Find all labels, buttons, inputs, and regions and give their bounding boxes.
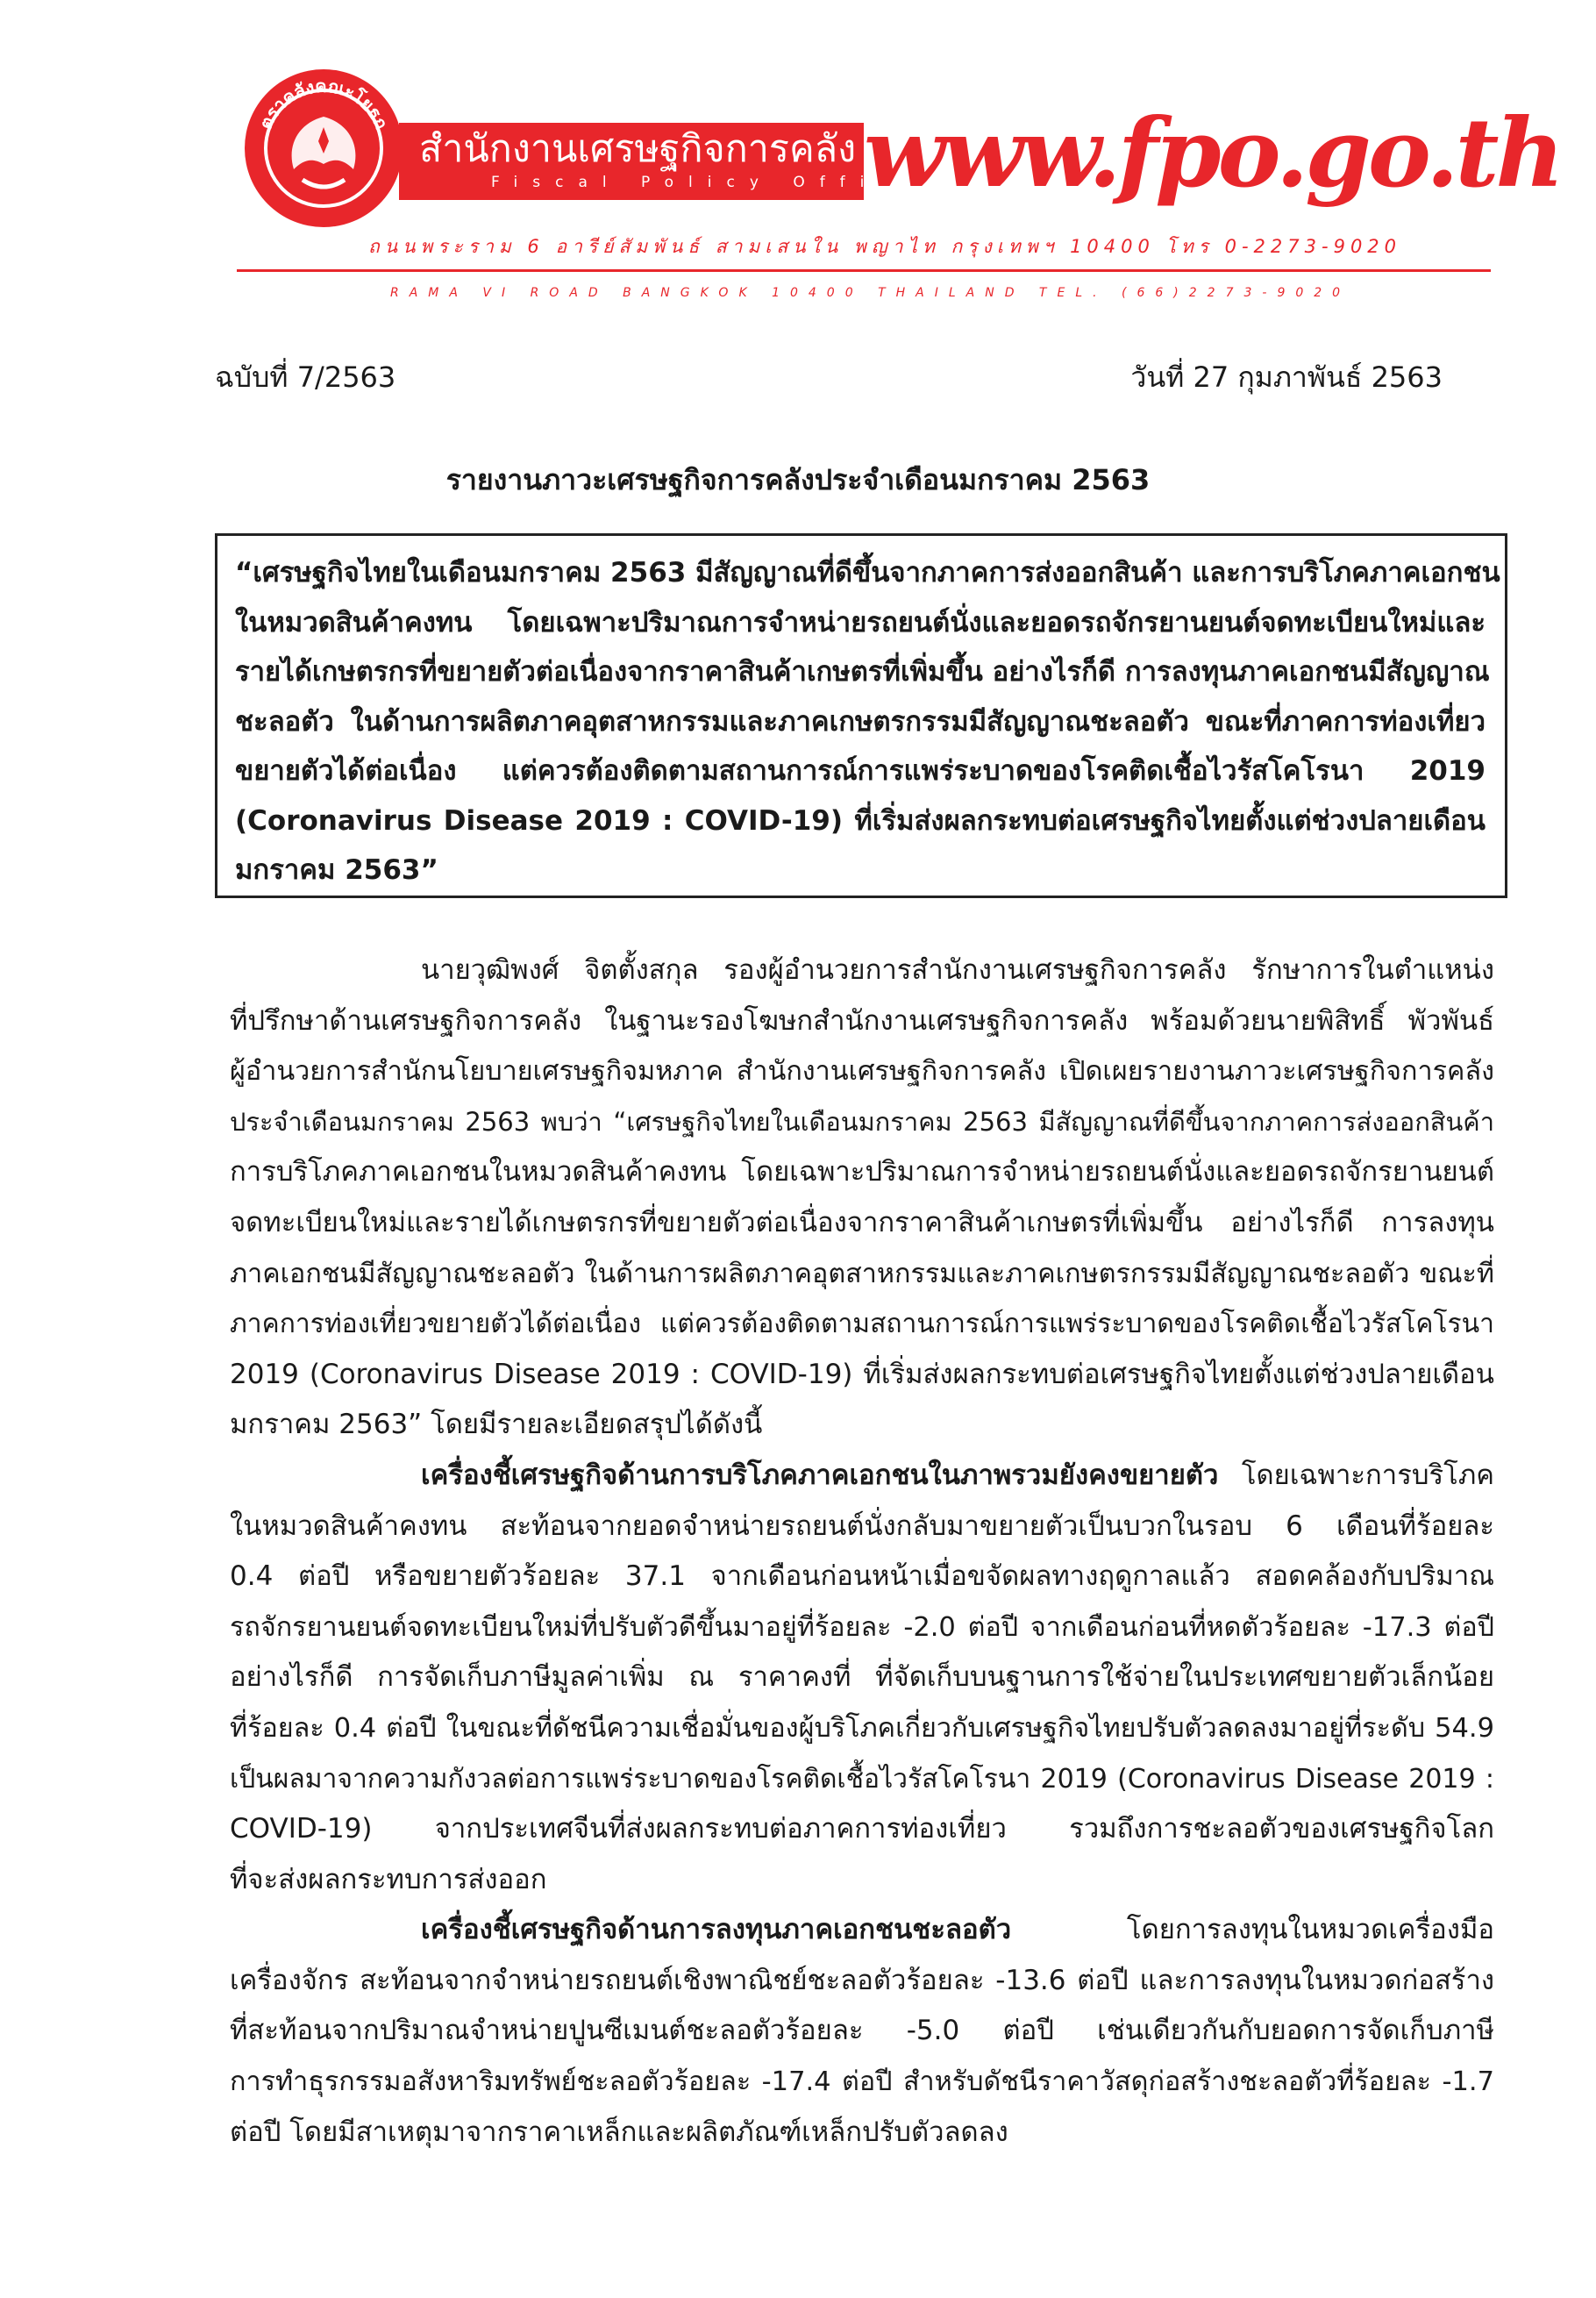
- body-text: [230, 946, 1494, 2158]
- consumption-first-line: [230, 1451, 1494, 1502]
- issue-number: ฉบับที่ 7/2563: [215, 360, 396, 394]
- svg-text:ตราคลังคณะโยธก: ตราคลังคณะโยธก: [254, 75, 393, 132]
- paragraph-line: ที่จะส่งผลกระทบการส่งออก: [230, 1863, 547, 1895]
- paragraph-line: นายวุฒิพงศ์ จิตตั้งสกุล รองผู้อำนวยการสำนักงานเศรษฐกิจการคลัง รักษาการในตำแหน่ง: [421, 954, 1494, 986]
- paragraph-line: ที่ปรึกษาด้านเศรษฐกิจการคลัง ในฐานะรองโฆษกสำนักงานเศรษฐกิจการคลัง พร้อมด้วยนายพิสิทธิ์ พัวพันธ์: [230, 1004, 1494, 1037]
- summary-box: [215, 533, 1507, 898]
- investment-heading: เครื่องชี้เศรษฐกิจด้านการลงทุนภาคเอกชนชะลอตัว: [421, 1914, 1012, 1946]
- fpo-seal-logo: [241, 66, 406, 231]
- summary-line: มกราคม 2563”: [235, 854, 438, 886]
- investment-first-line-rest: โดยการลงทุนในหมวดเครื่องมือ: [1011, 1914, 1494, 1946]
- paragraph-line: การทำธุรกรรมอสังหาริมทรัพย์ชะลอตัวร้อยละ -17.4 ต่อปี สำหรับดัชนีราคาวัสดุก่อสร้างชะลอตัวที่ร้อยละ -1.7: [230, 2066, 1494, 2098]
- paragraph-line: จดทะเบียนใหม่และรายได้เกษตรกรที่ขยายตัวต่อเนื่องจากราคาสินค้าเกษตรที่เพิ่มขึ้น อย่างไรก็ดี การลงทุน: [230, 1206, 1494, 1238]
- paragraph-line: ต่อปี โดยมีสาเหตุมาจากราคาเหล็กและผลิตภัณฑ์เหล็กปรับตัวลดลง: [230, 2116, 1008, 2148]
- paragraph-line: ผู้อำนวยการสำนักนโยบายเศรษฐกิจมหภาค สำนักงานเศรษฐกิจการคลัง เปิดเผยรายงานภาวะเศรษฐกิจการคลัง: [230, 1056, 1494, 1088]
- summary-line: (Coronavirus Disease 2019 : COVID-19) ที่เริ่มส่งผลกระทบต่อเศรษฐกิจไทยตั้งแต่ช่วงปลายเดือน: [235, 804, 1486, 837]
- header-divider: [237, 269, 1491, 272]
- paragraph-line: อย่างไรก็ดี การจัดเก็บภาษีมูลค่าเพิ่ม ณ ราคาคงที่ ที่จัดเก็บบนฐานการใช้จ่ายในประเทศขยายตัวเล็กน้อย: [230, 1661, 1494, 1694]
- paragraph-line: เป็นผลมาจากความกังวลต่อการแพร่ระบาดของโรคติดเชื้อไวรัสโคโรนา 2019 (Coronavirus Disease 2019 :: [230, 1763, 1494, 1795]
- summary-line: “เศรษฐกิจไทยในเดือนมกราคม 2563 มีสัญญาณที่ดีขึ้นจากภาคการส่งออกสินค้า และการบริโภคภาคเอกชน: [235, 557, 1500, 589]
- paragraph-line: ภาคการท่องเที่ยวขยายตัวได้ต่อเนื่อง แต่ควรต้องติดตามสถานการณ์การแพร่ระบาดของโรคติดเชื้อไวรัสโคโรนา: [230, 1309, 1494, 1340]
- paragraph-line: ที่สะท้อนจากปริมาณจำหน่ายปูนซีเมนต์ชะลอตัวร้อยละ -5.0 ต่อปี เช่นเดียวกันกับยอดการจัดเก็บภาษี: [230, 2015, 1494, 2047]
- summary-line: รายได้เกษตรกรที่ขยายตัวต่อเนื่องจากราคาสินค้าเกษตรที่เพิ่มขึ้น อย่างไรก็ดี การลงทุนภาคเอกชนมีสัญญาณ: [235, 656, 1490, 688]
- website-url: www.fpo.go.th: [864, 98, 1562, 209]
- agency-name-english: Fiscal Policy Office: [491, 174, 927, 191]
- summary-line: ชะลอตัว ในด้านการผลิตภาคอุตสาหกรรมและภาคเกษตรกรรมมีสัญญาณชะลอตัว ขณะที่ภาคการท่องเที่ยว: [235, 705, 1486, 738]
- paragraph-line: การบริโภคภาคเอกชนในหมวดสินค้าคงทน โดยเฉพาะปริมาณการจำหน่ายรถยนต์นั่งและยอดรถจักรยานยนต์: [230, 1156, 1494, 1188]
- summary-line: ขยายตัวได้ต่อเนื่อง แต่ควรต้องติดตามสถานการณ์การแพร่ระบาดของโรคติดเชื้อไวรัสโคโรนา 2019: [235, 755, 1486, 787]
- paragraph-line: มกราคม 2563” โดยมีรายละเอียดสรุปได้ดังนี้: [230, 1409, 763, 1441]
- paragraph-line: 0.4 ต่อปี หรือขยายตัวร้อยละ 37.1 จากเดือนก่อนหน้าเมื่อขจัดผลทางฤดูกาลแล้ว สอดคล้องกับปริมาณ: [230, 1560, 1494, 1593]
- summary-line: ในหมวดสินค้าคงทน โดยเฉพาะปริมาณการจำหน่ายรถยนต์นั่งและยอดรถจักรยานยนต์จดทะเบียนใหม่และ: [235, 606, 1486, 639]
- investment-first-line: [230, 1905, 1494, 1956]
- paragraph-line: ประจำเดือนมกราคม 2563 พบว่า “เศรษฐกิจไทยในเดือนมกราคม 2563 มีสัญญาณที่ดีขึ้นจากภาคการส่งออกสินค้า: [230, 1106, 1494, 1137]
- agency-name-thai: สำนักงานเศรษฐกิจการคลัง: [419, 127, 857, 171]
- issue-date: วันที่ 27 กุมภาพันธ์ 2563: [1130, 360, 1443, 394]
- paragraph-line: 2019 (Coronavirus Disease 2019 : COVID-19) ที่เริ่มส่งผลกระทบต่อเศรษฐกิจไทยตั้งแต่ช่วงปลายเดือน: [230, 1358, 1494, 1390]
- consumption-first-line-rest: โดยเฉพาะการบริโภค: [1218, 1459, 1494, 1491]
- paragraph-line: เครื่องจักร สะท้อนจากจำหน่ายรถยนต์เชิงพาณิชย์ชะลอตัวร้อยละ -13.6 ต่อปี และการลงทุนในหมวดก่อสร้าง: [230, 1964, 1494, 1996]
- paragraph-line: COVID-19) จากประเทศจีนที่ส่งผลกระทบต่อภาคการท่องเที่ยว รวมถึงการชะลอตัวของเศรษฐกิจโลก: [230, 1813, 1494, 1845]
- paragraph-line: ภาคเอกชนมีสัญญาณชะลอตัว ในด้านการผลิตภาคอุตสาหกรรมและภาคเกษตรกรรมมีสัญญาณชะลอตัว ขณะที่: [230, 1258, 1494, 1289]
- address-thai: ถนนพระราม 6 อารีย์สัมพันธ์ สามเสนใน พญาไท กรุงเทพฯ 10400 โทร 0-2273-9020: [368, 236, 1402, 257]
- address-english: RAMA VI ROAD BANGKOK 10400 THAILAND TEL. (66)2273-9020: [390, 286, 1351, 300]
- report-title: รายงานภาวะเศรษฐกิจการคลังประจำเดือนมกราคม 2563: [445, 463, 1151, 496]
- paragraph-line: รถจักรยานยนต์จดทะเบียนใหม่ที่ปรับตัวดีขึ้นมาอยู่ที่ร้อยละ -2.0 ต่อปี จากเดือนก่อนที่หดตัวร้อยละ -17.3 ต่อปี: [230, 1611, 1494, 1643]
- paragraph-line: ที่ร้อยละ 0.4 ต่อปี ในขณะที่ดัชนีความเชื่อมั่นของผู้บริโภคเกี่ยวกับเศรษฐกิจไทยปรับตัวลดลงมาอยู่ที่ระดับ 54.9: [230, 1712, 1494, 1744]
- paragraph-line: ในหมวดสินค้าคงทน สะท้อนจากยอดจำหน่ายรถยนต์นั่งกลับมาขยายตัวเป็นบวกในรอบ 6 เดือนที่ร้อยละ: [230, 1509, 1494, 1542]
- consumption-heading: เครื่องชี้เศรษฐกิจด้านการบริโภคภาคเอกชนในภาพรวมยังคงขยายตัว: [421, 1459, 1219, 1491]
